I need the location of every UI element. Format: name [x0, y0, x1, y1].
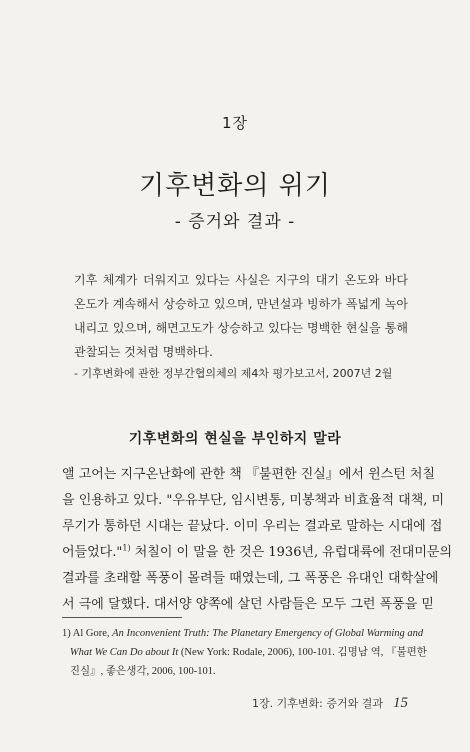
- footnote-divider: [62, 617, 182, 618]
- footnote-line: [62, 624, 424, 643]
- running-head: 1장. 기후변화: 증거와 결과: [252, 697, 383, 710]
- footnote-publication: (New York: Rodale, 2006), 100-101. 김명남 역, 『불편한: [180, 647, 427, 658]
- body-line: 앨 고어는 지구온난화에 관한 책 『불편한 진실』에서 윈스턴 처칠: [62, 467, 436, 482]
- footnote-title: An Inconvenient Truth: The Planetary Emergency of Global Warming and: [112, 628, 424, 639]
- body-line-part: 처칠이 이 말을 한 것은 1936년, 유럽대륙에 전대미문의: [130, 545, 453, 560]
- footnote-title: What We Can Do about It: [69, 647, 179, 658]
- body-line: 을 인용하고 있다. "우유부단, 임시변통, 미봉책과 비효율적 대책, 미: [62, 493, 445, 508]
- body-line: 결과를 초래할 폭풍이 몰려들 때였는데, 그 폭풍은 유대인 대학살에: [62, 571, 439, 586]
- section-heading: 기후변화의 현실을 부인하지 말라: [128, 431, 342, 447]
- epigraph-quote: 기후 체계가 더워지고 있다는 사실은 지구의 대기 온도와 바다 온도가 계속해서 상승하고 있으며, 만년설과 빙하가 폭넓게 녹아내리고 있으며, 해면고도가 상승하고 있다는 명백한 현실을 통해 관찰되는 것처럼 명백하다.: [74, 273, 408, 359]
- body-line-part: 어들었다.": [62, 545, 123, 560]
- footnote-line: [62, 662, 412, 681]
- footnote-1: [62, 624, 427, 681]
- chapter-number: 1장: [221, 114, 249, 132]
- epigraph-source: - 기후변화에 관한 정부간협의체의 제4차 평가보고서, 2007년 2월: [74, 367, 393, 380]
- running-footer: [252, 695, 408, 712]
- footnote-marker: 1): [62, 628, 71, 639]
- body-paragraph: [62, 462, 453, 618]
- page-number: 15: [393, 695, 408, 711]
- footnote-line: [62, 643, 427, 662]
- body-line: 서 극에 달했다. 대서양 양쪽에 살던 사람들은 모두 그런 폭풍을 믿: [62, 597, 434, 612]
- footnote-publication: 진실』, 좋은생각, 2006, 100-101.: [69, 666, 216, 677]
- chapter-subtitle: - 증거와 결과 -: [174, 212, 296, 232]
- footnote-author: Al Gore,: [72, 628, 110, 639]
- body-line: 루기가 통하던 시대는 끝났다. 이미 우리는 결과로 말하는 시대에 접: [62, 519, 443, 534]
- body-line-with-footnote: [62, 540, 453, 566]
- footnote-reference[interactable]: 1): [122, 543, 131, 553]
- chapter-title: 기후변화의 위기: [138, 171, 332, 201]
